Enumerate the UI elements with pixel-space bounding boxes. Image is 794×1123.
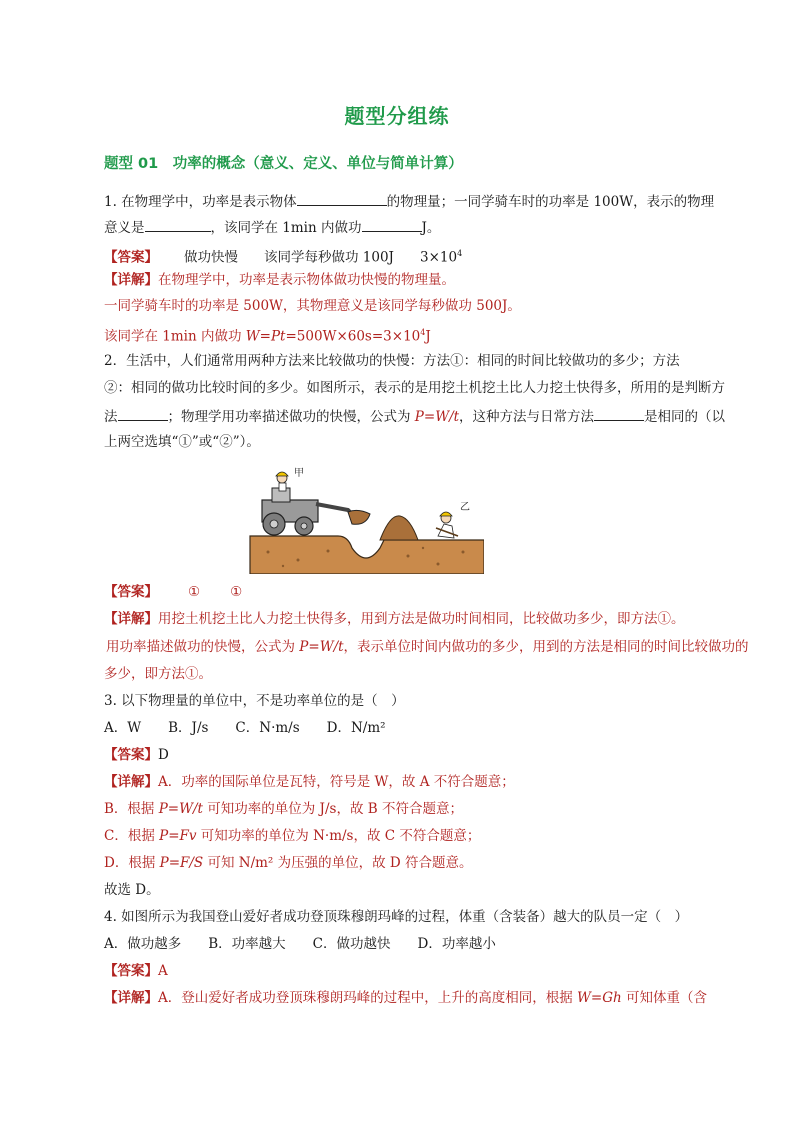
q2-blank-2 [594, 406, 644, 421]
q3-detail-2: B．根据 P=W/t 可知功率的单位为 J/s，故 B 不符合题意； [104, 801, 463, 817]
q3-answer: 【答案】D [104, 747, 169, 763]
q2-blank-1 [118, 406, 168, 421]
q1-blank-1 [297, 191, 387, 206]
section-heading: 题型 01 功率的概念（意义、定义、单位与简单计算） [104, 156, 463, 172]
figure-label-jia: 甲 [294, 468, 304, 479]
q1-blank-3 [362, 217, 422, 232]
q1-answer: 【答案】 做功快慢 该同学每秒做功 100J $3\times 10^4$ [104, 249, 463, 266]
q2-stem-line-2: ②：相同的做功比较时间的多少。如图所示，表示的是用挖土机挖土比人力挖土快得多，所用的是判断方 [104, 380, 725, 396]
q1-blank-2 [145, 217, 211, 232]
q2-stem-line-1: 2．生活中，人们通常用两种方法来比较做功的快慢：方法①：相同的时间比较做功的多少；方法 [104, 353, 680, 369]
q1-stem-line-2: 意义是 ，该同学在 1min 内做功 J。 [104, 217, 440, 237]
page-title: 题型分组练 [344, 104, 450, 128]
q3-options: A．W B．J/s C．N·m/s D．N/m² [104, 720, 386, 736]
q4-stem: 4. 如图所示为我国登山爱好者成功登顶珠穆朗玛峰的过程，体重（含装备）越大的队员一定（ ） [104, 909, 689, 925]
q4-detail-1: 【详解】A．登山爱好者成功登顶珠穆朗玛峰的过程中，上升的高度相同，根据 W=Gh 可知体重（含 [104, 990, 708, 1006]
q2-detail-1: 【详解】用挖土机挖土比人力挖土快得多，用到方法是做功时间相同，比较做功多少，即方法①。 [104, 611, 685, 627]
q1-stem-line-1: 1. 在物理学中，功率是表示物体 的物理量；一同学骑车时的功率是 100W，表示的物理 [104, 191, 714, 211]
q1-detail-2: 一同学骑车时的功率是 500W，其物理意义是该同学每秒做功 500J。 [104, 298, 521, 314]
q2-stem-line-4: 上两空选填“①”或“②”）。 [104, 434, 260, 450]
q3-detail-3: C．根据 P=Fv 可知功率的单位为 N·m/s，故 C 不符合题意； [104, 828, 481, 844]
q4-answer: 【答案】A [104, 963, 168, 979]
q3-conclusion: 故选 D。 [104, 882, 160, 898]
q1-detail-3: 该同学在 1min 内做功 $W=Pt=500W\times 60s=3\times 10^4J$ [104, 328, 431, 345]
q2-stem-line-3: 法 ；物理学用功率描述做功的快慢，公式为 P=W/t，这种方法与日常方法 是相同的（以 [104, 406, 725, 426]
q2-detail-2: 用功率描述做功的快慢，公式为 P=W/t，表示单位时间内做功的多少，用到的方法是相同的时间比较做功的 [106, 639, 749, 655]
q2-answer: 【答案】 ① ① [104, 584, 243, 600]
q3-detail-4: D．根据 P=F/S 可知 N/m² 为压强的单位，故 D 符合题意。 [104, 855, 473, 871]
q4-options: A．做功越多 B．功率越大 C．做功越快 D．功率越小 [104, 936, 496, 952]
q3-detail-1: 【详解】A．功率的国际单位是瓦特，符号是 W，故 A 不符合题意； [104, 774, 515, 790]
q1-detail-1: 【详解】在物理学中，功率是表示物体做功快慢的物理量。 [104, 272, 455, 288]
q2-detail-3: 多少，即方法①。 [104, 666, 212, 682]
q3-stem: 3. 以下物理量的单位中，不是功率单位的是（ ） [104, 693, 405, 709]
figure-label-yi: 乙 [460, 502, 470, 513]
excavator-vs-manual-digging-figure [248, 456, 484, 574]
